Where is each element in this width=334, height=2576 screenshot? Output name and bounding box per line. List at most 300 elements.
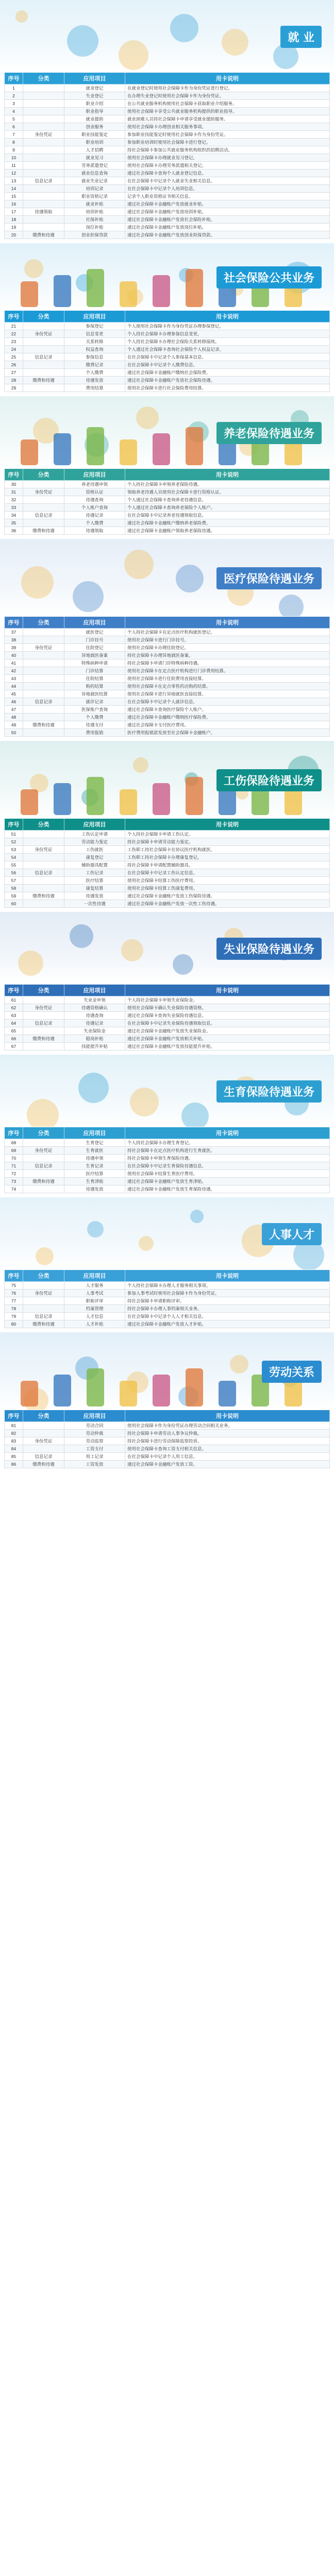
table-row (5, 861, 330, 869)
row-number: 9 (5, 146, 23, 154)
row-number: 19 (5, 224, 23, 231)
row-category (23, 323, 64, 330)
row-category: 信息记录 (23, 353, 64, 361)
table-row (5, 208, 330, 216)
table-row (5, 846, 330, 854)
section-table (4, 72, 330, 239)
row-description: 使用社会保障卡结算生育医疗费用。 (125, 1170, 330, 1178)
table-row (5, 100, 330, 108)
row-number: 45 (5, 690, 23, 698)
row-number: 57 (5, 877, 23, 885)
person-figure (153, 433, 170, 465)
table-row (5, 1185, 330, 1193)
row-number: 29 (5, 384, 23, 392)
table-row (5, 1437, 330, 1445)
row-item: 一次性待遇 (64, 900, 125, 908)
row-category: 缴费和待遇 (23, 231, 64, 239)
row-item: 医疗结算 (64, 1170, 125, 1178)
row-description: 使用社会保障卡进行门诊挂号。 (125, 636, 330, 644)
table-row (5, 1162, 330, 1170)
row-number: 52 (5, 838, 23, 846)
table-header-cell: 分类 (23, 1127, 64, 1139)
row-number: 23 (5, 338, 23, 346)
person-figure (120, 1381, 137, 1406)
row-category: 身份凭证 (23, 131, 64, 139)
row-number: 74 (5, 1185, 23, 1193)
table-row (5, 1004, 330, 1012)
person-figure (153, 275, 170, 307)
table-row (5, 721, 330, 729)
row-item: 培训记录 (64, 185, 125, 193)
row-number: 26 (5, 361, 23, 369)
table-row (5, 900, 330, 908)
row-description: 通过社会保障卡金融账户发放创业担保贷款。 (125, 231, 330, 239)
row-item: 待遇资格确认 (64, 1004, 125, 1012)
row-category (23, 900, 64, 908)
row-item: 特殊病种申请 (64, 659, 125, 667)
row-description: 个人持社会保障卡申请工伤认定。 (125, 831, 330, 838)
section-table (4, 1410, 330, 1468)
table-header-cell: 序号 (5, 469, 23, 481)
section-table (4, 1127, 330, 1193)
section-table (4, 1269, 330, 1328)
row-description: 通过社会保障卡查询医疗保险个人账户。 (125, 706, 330, 714)
table-row (5, 667, 330, 675)
table-row (5, 706, 330, 714)
row-number: 48 (5, 714, 23, 721)
table-row (5, 1290, 330, 1297)
row-category: 缴费和待遇 (23, 1035, 64, 1043)
row-item: 劳务派遣登记 (64, 162, 125, 170)
row-item: 待遇发放 (64, 1185, 125, 1193)
row-category (23, 675, 64, 683)
row-category (23, 162, 64, 170)
table-row (5, 496, 330, 504)
decor-shape (230, 1355, 248, 1374)
row-description: 通过社会保障卡金融账户发放工伤保险待遇。 (125, 892, 330, 900)
table-header-row (5, 73, 330, 84)
table-row (5, 636, 330, 644)
row-number: 36 (5, 527, 23, 535)
row-category: 信息记录 (23, 512, 64, 519)
row-item: 缴费记录 (64, 361, 125, 369)
table-row (5, 200, 330, 208)
row-number: 68 (5, 1139, 23, 1147)
table-row (5, 162, 330, 170)
row-category (23, 1027, 64, 1035)
row-number: 70 (5, 1155, 23, 1162)
row-item: 工伤认定申请 (64, 831, 125, 838)
decor-shape (24, 259, 43, 278)
decor-shape (190, 1210, 204, 1223)
row-item: 创业服务 (64, 123, 125, 131)
table-row (5, 512, 330, 519)
row-category: 缴费和待遇 (23, 377, 64, 384)
row-description: 通过社会保障卡金融账户发放相关补贴。 (125, 1035, 330, 1043)
section-laodong (0, 1332, 334, 1472)
row-description: 通过社会保障卡金融账户发放人才补贴。 (125, 1320, 330, 1328)
row-description: 在社会保障卡中记录个人就业失业相关信息。 (125, 177, 330, 185)
person-figure (87, 427, 104, 465)
row-description: 通过社会保障卡金融账户发放失业保险金。 (125, 1027, 330, 1035)
table-header-cell: 序号 (5, 1270, 23, 1282)
row-item: 门诊挂号 (64, 636, 125, 644)
section-title: 工伤保险待遇业务 (216, 769, 322, 791)
person-figure (153, 1375, 170, 1406)
section-banner (0, 1055, 334, 1127)
row-category (23, 123, 64, 131)
section-title: 人事人才 (262, 1223, 322, 1245)
table-header-cell: 分类 (23, 311, 64, 323)
row-description: 在社会保障卡中记录养老待遇领取信息。 (125, 512, 330, 519)
row-number: 30 (5, 481, 23, 488)
table-row (5, 323, 330, 330)
table-row (5, 1461, 330, 1468)
section-title: 生育保险待遇业务 (216, 1080, 322, 1103)
section-table (4, 818, 330, 908)
row-item: 社保补贴 (64, 216, 125, 224)
row-category (23, 1185, 64, 1193)
row-number: 1 (5, 84, 23, 92)
row-description: 个人持社会保障卡办理社会保险关系转移接续。 (125, 338, 330, 346)
row-category: 信息记录 (23, 1162, 64, 1170)
table-row (5, 353, 330, 361)
row-number: 85 (5, 1453, 23, 1461)
row-item: 生育就医 (64, 1147, 125, 1155)
row-item: 失业登记 (64, 92, 125, 100)
row-item: 培训补贴 (64, 208, 125, 216)
row-description: 持社会保障卡申领生育保险待遇。 (125, 1155, 330, 1162)
row-item: 个人缴费 (64, 714, 125, 721)
section-banner (0, 243, 334, 310)
table-header-cell: 应用项目 (64, 311, 125, 323)
row-item: 资格认证 (64, 488, 125, 496)
table-row (5, 123, 330, 131)
table-row (5, 185, 330, 193)
row-description: 使用社会保障卡享受公共就业服务机构提供的职业指导。 (125, 108, 330, 115)
table-header-cell: 序号 (5, 73, 23, 84)
row-category (23, 854, 64, 861)
row-description: 通过社会保障卡金融账户发放生育保险待遇。 (125, 1185, 330, 1193)
row-category (23, 714, 64, 721)
section-renshi (0, 1197, 334, 1332)
row-item: 异地就医结算 (64, 690, 125, 698)
table-row (5, 659, 330, 667)
table-row (5, 1422, 330, 1430)
row-description: 通过社会保障卡查询个人就业登记信息。 (125, 170, 330, 177)
row-item: 职业培训 (64, 139, 125, 146)
table-row (5, 1020, 330, 1027)
row-item: 创业担保贷款 (64, 231, 125, 239)
person-figure (21, 1381, 38, 1406)
table-header-cell: 应用项目 (64, 1127, 125, 1139)
table-row (5, 377, 330, 384)
row-description: 个人持社会保障卡办理生育登记。 (125, 1139, 330, 1147)
row-description: 通过社会保障卡金融账户缴纳社会保险费。 (125, 369, 330, 377)
row-item: 工资支付 (64, 1445, 125, 1453)
row-category: 身份凭证 (23, 330, 64, 338)
row-item: 信息变更 (64, 330, 125, 338)
row-item: 费用报销 (64, 729, 125, 737)
row-item: 参保信息 (64, 353, 125, 361)
decor-shape (130, 1088, 159, 1116)
table-header-cell: 分类 (23, 1410, 64, 1422)
section-table (4, 468, 330, 535)
row-description: 持社会保障卡进行劳动保障监察投诉。 (125, 1437, 330, 1445)
row-description: 个人持社会保障卡申领养老保险待遇。 (125, 481, 330, 488)
table-header-row (5, 469, 330, 481)
row-item: 个人账户查询 (64, 504, 125, 512)
row-number: 43 (5, 675, 23, 683)
row-number: 24 (5, 346, 23, 353)
row-description: 通过社会保障卡金融账户发放生育津贴。 (125, 1178, 330, 1185)
table-row (5, 338, 330, 346)
row-item: 工伤就医 (64, 846, 125, 854)
row-item: 待遇记录 (64, 512, 125, 519)
decor-shape (87, 1221, 104, 1238)
section-title: 就 业 (280, 26, 322, 48)
row-description: 工伤职工持社会保障卡在协议医疗机构就医。 (125, 846, 330, 854)
row-number: 16 (5, 200, 23, 208)
table-row (5, 146, 330, 154)
row-description: 使用社会保障卡进行异地就医直接结算。 (125, 690, 330, 698)
table-row (5, 369, 330, 377)
row-description: 个人持社会保障卡办理人才服务相关事项。 (125, 1282, 330, 1290)
section-table (4, 616, 330, 737)
person-figure (120, 281, 137, 307)
row-item: 个人缴费 (64, 519, 125, 527)
section-gongshang (0, 741, 334, 912)
table-header-cell: 分类 (23, 617, 64, 629)
row-number: 34 (5, 512, 23, 519)
row-category: 身份凭证 (23, 1147, 64, 1155)
decor-shape (222, 29, 248, 56)
row-item: 医疗结算 (64, 877, 125, 885)
row-description: 在就业登记时使用社会保障卡作为身份凭证进行登记。 (125, 84, 330, 92)
row-category: 缴费和待遇 (23, 1461, 64, 1468)
row-category (23, 369, 64, 377)
table-row (5, 131, 330, 139)
row-category: 信息记录 (23, 1313, 64, 1320)
row-category: 身份凭证 (23, 1004, 64, 1012)
row-number: 18 (5, 216, 23, 224)
table-header-cell: 应用项目 (64, 1270, 125, 1282)
table-row (5, 1178, 330, 1185)
decor-shape (176, 565, 204, 592)
row-description: 个人持社会保障卡办理参保信息变更。 (125, 330, 330, 338)
person-figure (54, 1375, 71, 1406)
row-number: 6 (5, 123, 23, 131)
table-row (5, 193, 330, 200)
row-description: 在社会保障卡中记录工伤认定信息。 (125, 869, 330, 877)
section-title: 社会保险公共业务 (216, 266, 322, 289)
row-description: 持社会保障卡参加公共就业服务机构组织的招聘活动。 (125, 146, 330, 154)
row-item: 劳动监察 (64, 1437, 125, 1445)
row-category (23, 683, 64, 690)
row-category (23, 100, 64, 108)
row-category: 信息记录 (23, 1020, 64, 1027)
row-item: 参保登记 (64, 323, 125, 330)
row-number: 10 (5, 154, 23, 162)
row-category: 信息记录 (23, 177, 64, 185)
row-description: 持社会保障卡申请配置辅助器具。 (125, 861, 330, 869)
row-number: 39 (5, 644, 23, 652)
table-header-cell: 用卡说明 (125, 819, 330, 831)
table-row (5, 1313, 330, 1320)
row-item: 生育记录 (64, 1162, 125, 1170)
table-row (5, 1155, 330, 1162)
decor-shape (15, 10, 28, 23)
row-item: 养老待遇申领 (64, 481, 125, 488)
row-category: 身份凭证 (23, 846, 64, 854)
section-table (4, 984, 330, 1050)
row-category: 缴费和待遇 (23, 721, 64, 729)
table-row (5, 488, 330, 496)
section-banner (0, 396, 334, 468)
table-row (5, 84, 330, 92)
row-description: 就业困难人员持社会保障卡申请享受就业援助服务。 (125, 115, 330, 123)
row-number: 61 (5, 996, 23, 1004)
row-number: 73 (5, 1178, 23, 1185)
row-item: 个人缴费 (64, 369, 125, 377)
row-description: 通过社会保障卡查询失业保险待遇信息。 (125, 1012, 330, 1020)
row-category: 缴费和待遇 (23, 892, 64, 900)
person-figure (21, 789, 38, 815)
row-item: 就诊记录 (64, 698, 125, 706)
row-number: 7 (5, 131, 23, 139)
decor-shape (170, 14, 198, 42)
row-description: 记录个人职业资格证书相关信息。 (125, 193, 330, 200)
row-number: 32 (5, 496, 23, 504)
row-number: 58 (5, 885, 23, 892)
table-row (5, 1430, 330, 1437)
table-header-cell: 分类 (23, 73, 64, 84)
row-description: 持社会保障卡在定点医疗机构进行生育就医。 (125, 1147, 330, 1155)
table-header-row (5, 985, 330, 996)
row-number: 38 (5, 636, 23, 644)
table-row (5, 177, 330, 185)
section-title: 养老保险待遇业务 (216, 422, 322, 444)
table-header-cell: 用卡说明 (125, 73, 330, 84)
row-description: 通过社会保障卡金融账户发放社会保险待遇。 (125, 377, 330, 384)
row-number: 80 (5, 1320, 23, 1328)
row-item: 就业信息查询 (64, 170, 125, 177)
row-number: 5 (5, 115, 23, 123)
row-description: 个人通过社会保障卡查询社会保险个人权益记录。 (125, 346, 330, 353)
row-number: 76 (5, 1290, 23, 1297)
row-item: 门诊结算 (64, 667, 125, 675)
table-row (5, 683, 330, 690)
table-row (5, 361, 330, 369)
row-number: 4 (5, 108, 23, 115)
table-row (5, 1297, 330, 1305)
table-row (5, 885, 330, 892)
row-category (23, 170, 64, 177)
person-figure (153, 783, 170, 815)
table-row (5, 216, 330, 224)
row-number: 55 (5, 861, 23, 869)
table-header-cell: 用卡说明 (125, 1410, 330, 1422)
table-row (5, 629, 330, 636)
row-category (23, 1139, 64, 1147)
row-item: 待遇发放 (64, 377, 125, 384)
row-number: 79 (5, 1313, 23, 1320)
row-number: 72 (5, 1170, 23, 1178)
row-description: 在社会保障卡中记录个人缴费信息。 (125, 361, 330, 369)
row-number: 86 (5, 1461, 23, 1468)
row-number: 40 (5, 652, 23, 659)
row-number: 47 (5, 706, 23, 714)
row-category (23, 831, 64, 838)
row-category (23, 1012, 64, 1020)
row-description: 在公共就业服务机构使用社会保障卡获取职业介绍服务。 (125, 100, 330, 108)
section-table (4, 310, 330, 392)
table-row (5, 877, 330, 885)
row-number: 15 (5, 193, 23, 200)
row-item: 权益查询 (64, 346, 125, 353)
row-description: 通过社会保障卡金融账户发放岗位补贴。 (125, 224, 330, 231)
person-figure (87, 1368, 104, 1406)
row-category (23, 185, 64, 193)
row-item: 职业技能鉴定 (64, 131, 125, 139)
row-description: 通过社会保障卡金融账户发放工资。 (125, 1461, 330, 1468)
decor-shape (70, 924, 93, 948)
table-header-row (5, 819, 330, 831)
row-item: 待遇支付 (64, 721, 125, 729)
table-header-cell: 用卡说明 (125, 617, 330, 629)
person-figure (120, 789, 137, 815)
row-number: 50 (5, 729, 23, 737)
table-row (5, 831, 330, 838)
table-header-cell: 序号 (5, 985, 23, 996)
row-item: 就业失业记录 (64, 177, 125, 185)
row-item: 失业金申领 (64, 996, 125, 1004)
section-shengyu (0, 1055, 334, 1197)
person-figure (186, 269, 203, 307)
table-row (5, 330, 330, 338)
row-description: 在社会保障卡中记录个人就诊信息。 (125, 698, 330, 706)
row-number: 75 (5, 1282, 23, 1290)
row-category: 信息记录 (23, 1453, 64, 1461)
row-item: 就业见习 (64, 154, 125, 162)
row-category (23, 519, 64, 527)
row-category (23, 1282, 64, 1290)
row-number: 41 (5, 659, 23, 667)
row-category: 身份凭证 (23, 644, 64, 652)
row-category: 身份凭证 (23, 1437, 64, 1445)
row-number: 25 (5, 353, 23, 361)
row-number: 83 (5, 1437, 23, 1445)
decor-shape (173, 954, 193, 975)
section-banner (0, 539, 334, 616)
table-row (5, 1305, 330, 1313)
table-row (5, 481, 330, 488)
row-category (23, 193, 64, 200)
row-item: 住院登记 (64, 644, 125, 652)
row-category (23, 838, 64, 846)
row-category (23, 216, 64, 224)
row-item: 劳动合同 (64, 1422, 125, 1430)
row-description: 使用社会保障卡作为身份凭证办理劳动合同相关业务。 (125, 1422, 330, 1430)
row-number: 33 (5, 504, 23, 512)
row-number: 28 (5, 377, 23, 384)
row-item: 人才信息 (64, 1313, 125, 1320)
row-number: 22 (5, 330, 23, 338)
row-category (23, 84, 64, 92)
table-header-row (5, 311, 330, 323)
row-description: 使用社会保障卡办理住院登记。 (125, 644, 330, 652)
row-number: 53 (5, 846, 23, 854)
